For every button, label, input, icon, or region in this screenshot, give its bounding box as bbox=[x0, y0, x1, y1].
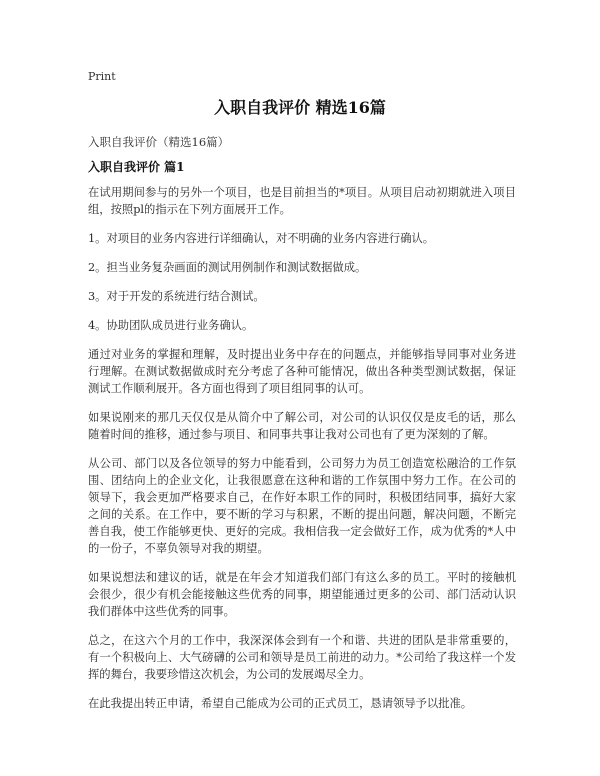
paragraph-company-knowledge: 如果说刚来的那几天仅仅是从简介中了解公司，对公司的认识仅仅是皮毛的话，那么随着时间的推移，通过参与项目、和同事共事让我对公司也有了更为深刻的了解。 bbox=[88, 411, 516, 441]
paragraph-item-1: 1。对项目的业务内容进行详细确认，对不明确的业务内容进行确认。 bbox=[88, 232, 435, 245]
paragraph-suggestions: 如果说想法和建议的话，就是在年会才知道我们部门有这么多的员工。平时的接触机会很少，很少有机会能接触这些优秀的同事，期望能通过更多的公司、部门活动认识我们群体中这些优秀的同事。 bbox=[88, 571, 516, 618]
document-body bbox=[88, 184, 516, 724]
paragraph-understanding: 通过对业务的掌握和理解，及时提出业务中存在的问题点，并能够指导同事对业务进行理解。在测试数据做成时充分考虑了各种可能情况，做出各种类型测试数据，保证测试工作顺利展开。各方面也得到了项目组同事的认可。 bbox=[88, 348, 516, 395]
section-heading: 入职自我评价 篇1 bbox=[88, 160, 185, 174]
paragraph-summary: 总之，在这六个月的工作中，我深深体会到有一个和谐、共进的团队是非常重要的，有一个积极向上、大气磅礴的公司和领导是员工前进的动力。*公司给了我这样一个发挥的舞台，我要珍惜这次机会，为公司的发展竭尽全力。 bbox=[88, 634, 516, 681]
paragraph-intro: 在试用期间参与的另外一个项目，也是目前担当的*项目。从项目启动初期就进入项目组，按照pl的指示在下列方面展开工作。 bbox=[88, 186, 516, 216]
paragraph-item-3: 3。对于开发的系统进行结合测试。 bbox=[88, 290, 265, 303]
document-title: 入职自我评价 精选16篇 bbox=[214, 98, 386, 117]
paragraph-application: 在此我提出转正申请，希望自己能成为公司的正式员工，恳请领导予以批准。 bbox=[88, 697, 473, 710]
print-label[interactable]: Print bbox=[88, 70, 116, 83]
paragraph-item-2: 2。担当业务复杂画面的测试用例制作和测试数据做成。 bbox=[88, 261, 367, 274]
paragraph-item-4: 4。协助团队成员进行业务确认。 bbox=[88, 319, 254, 332]
document-subtitle: 入职自我评价（精选16篇） bbox=[88, 135, 230, 149]
paragraph-culture: 从公司、部门以及各位领导的努力中能看到，公司努力为员工创造宽松融洽的工作氛围、团结向上的企业文化，让我很愿意在这种和谐的工作氛围中努力工作。在公司的领导下，我会更加严格要求自己，在作好本职工作的同时，积极团结同事，搞好大家之间的关系。在工作中，要不断的学习与积累，不断的提出问题，解决问题，不断完善自我，使工作能够更快、更好的完成。我相信我一定会做好工作，成为优秀的*人中的一份子，不辜负领导对我的期望。 bbox=[88, 457, 516, 555]
